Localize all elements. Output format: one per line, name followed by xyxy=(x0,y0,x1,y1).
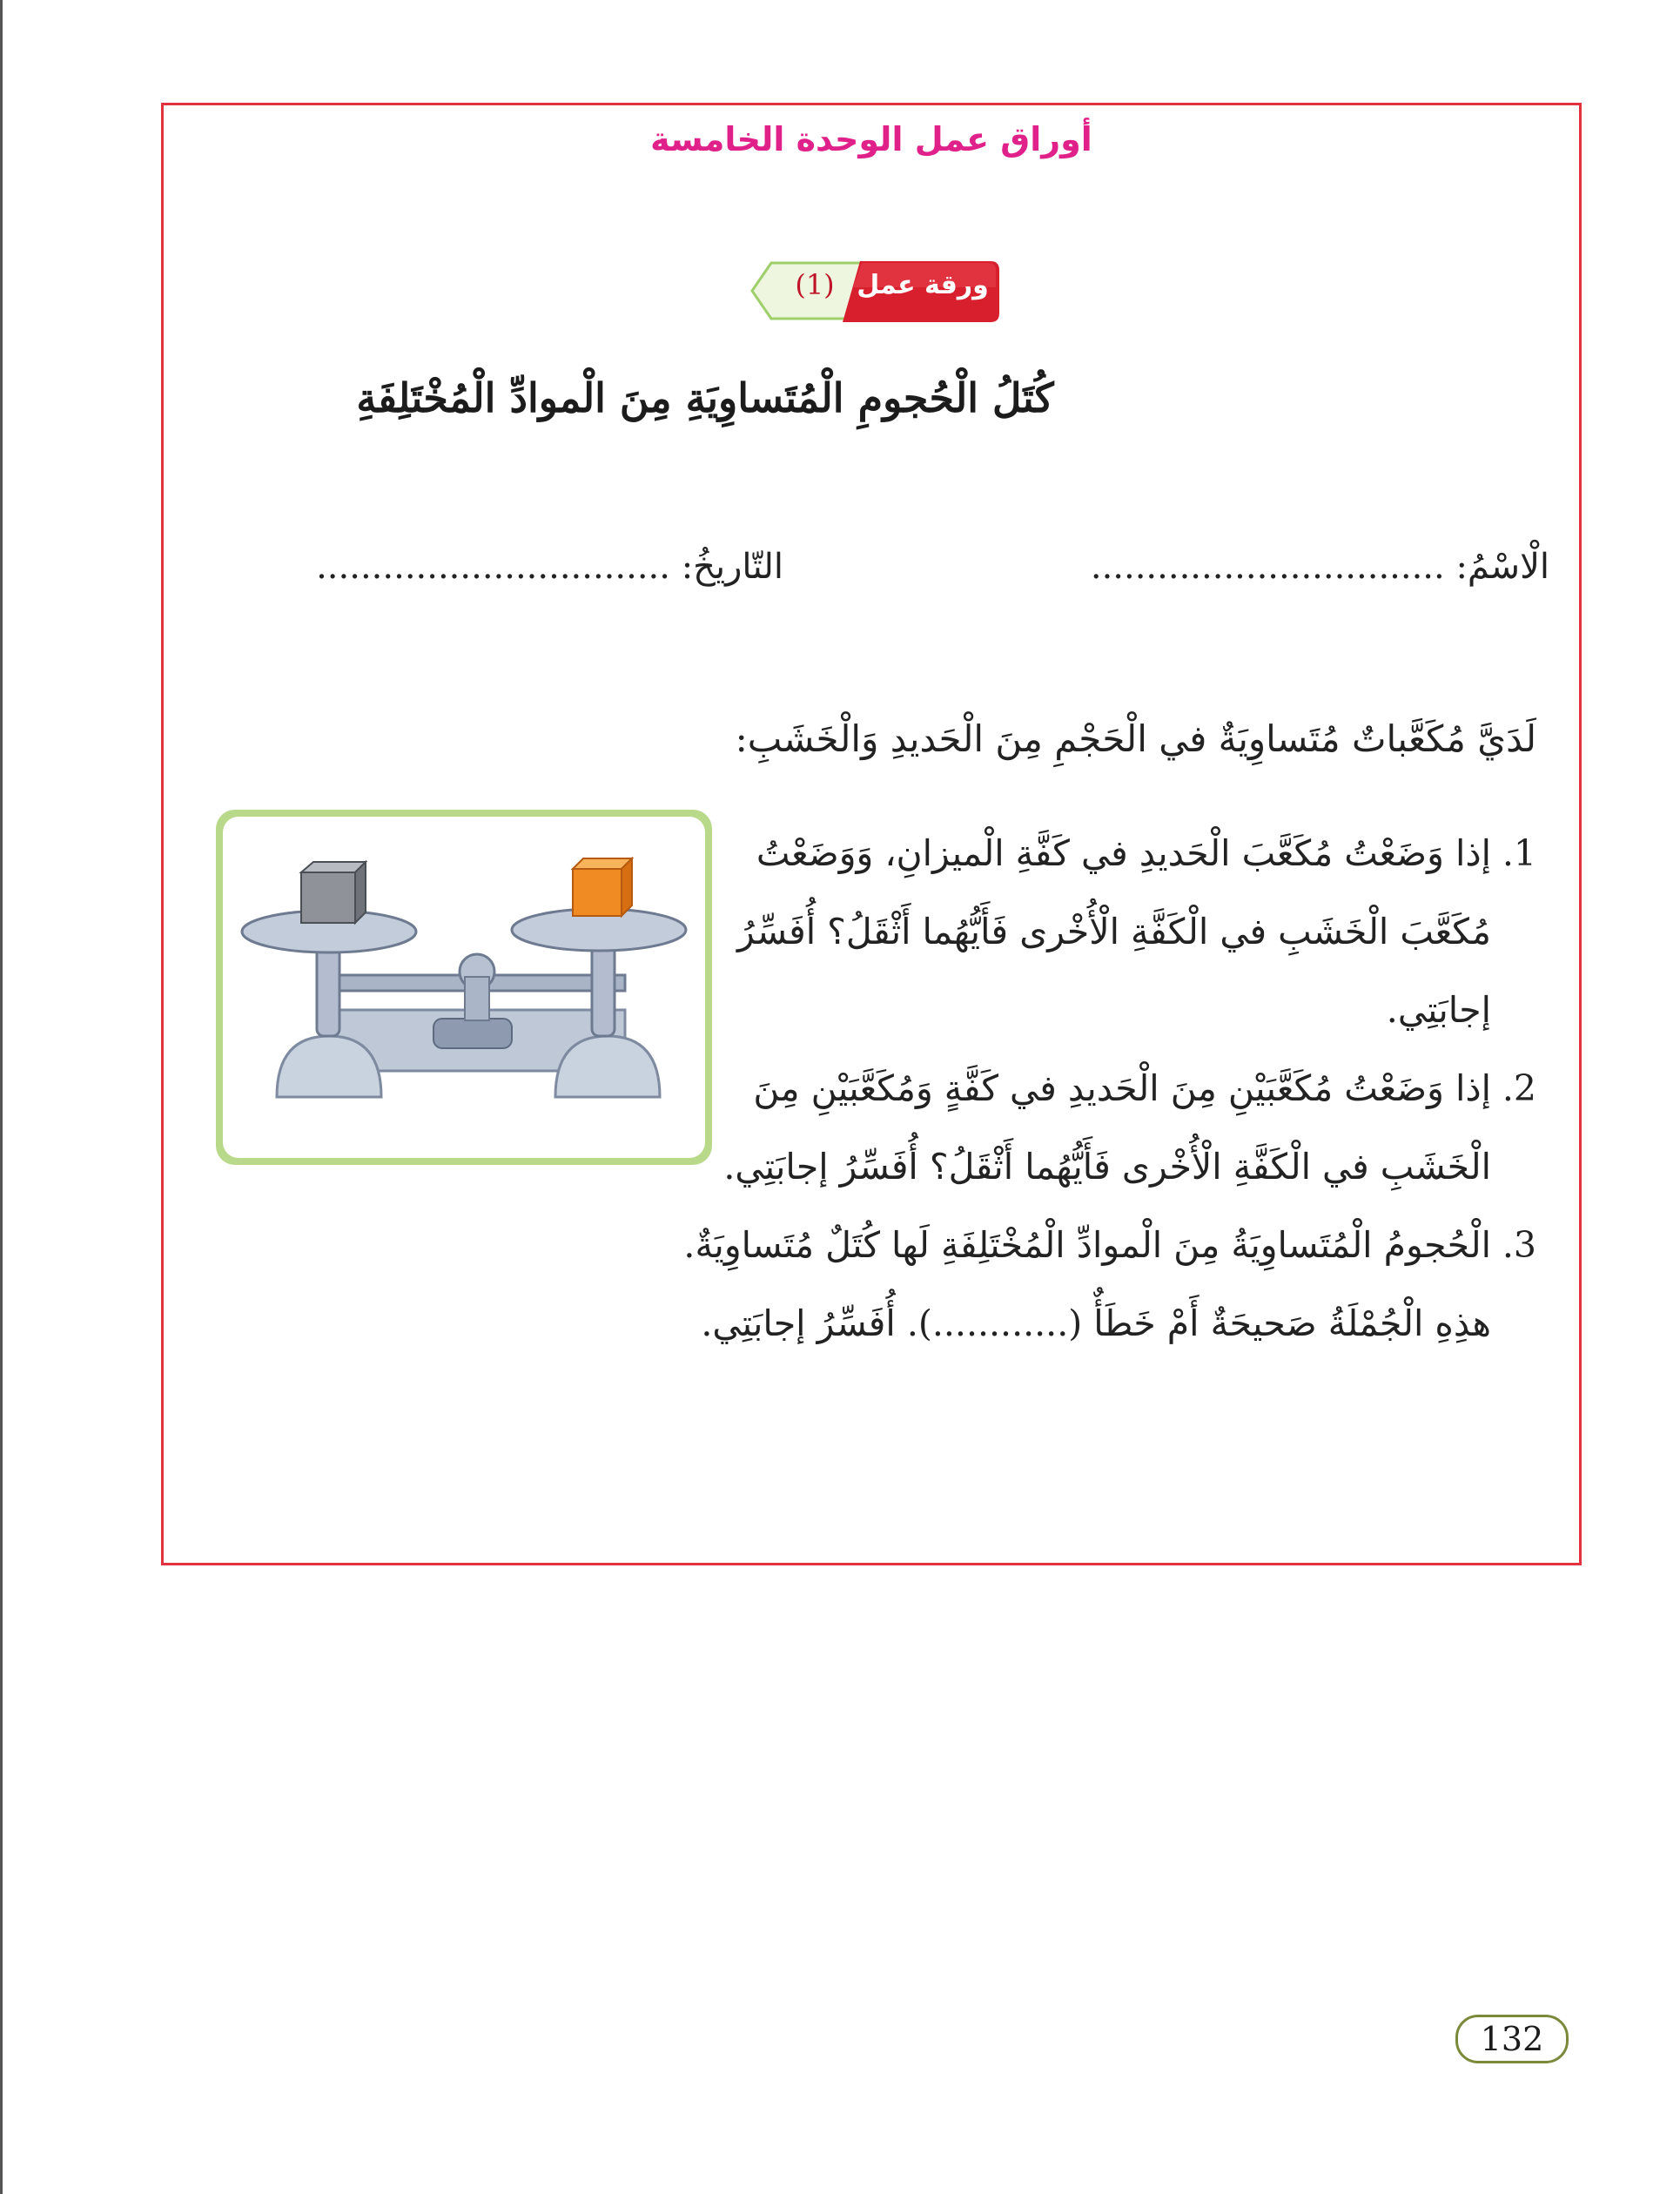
question-2 xyxy=(657,1049,1536,1206)
date-label: التّاريخُ: xyxy=(681,547,783,587)
badge-number: (1) xyxy=(795,268,835,301)
worksheet-title: كُتَلُ الْحُجومِ الْمُتَساوِيَةِ مِنَ الْموادِّ الْمُخْتَلِفَةِ xyxy=(356,374,1054,421)
name-field[interactable] xyxy=(1091,547,1549,587)
question-text: إذا وَضَعْتُ مُكَعَّبَيْنِ مِنَ الْحَديدِ في كَفَّةٍ وَمُكَعَّبَيْنِ مِنَ الْخَشَبِ في الْكَفَّةِ الْأُخْرى فَأَيُّهُما أَثْقَلُ؟ أُفَسِّرُ إجابَتِي. xyxy=(723,1067,1491,1188)
worksheet-badge xyxy=(747,258,999,324)
question-text: الْحُجومُ الْمُتَساوِيَةُ مِنَ الْموادِّ الْمُخْتَلِفَةِ لَها كُتَلٌ مُتَساوِيَةٌ. xyxy=(683,1224,1491,1266)
name-blank[interactable]: ................................ xyxy=(1090,547,1445,587)
question-number: 3. xyxy=(1502,1224,1536,1266)
question-text: إذا وَضَعْتُ مُكَعَّبَ الْحَديدِ في كَفَّةِ الْميزانِ، وَوَضَعْتُ مُكَعَّبَ الْخَشَبِ في الْكَفَّةِ الْأُخْرى فَأَيُّهُما أَثْقَلُ؟ أُفَسِّرُ إجابَتِي. xyxy=(736,832,1491,1031)
page-number: 132 xyxy=(1455,2015,1569,2063)
balance-scale-icon xyxy=(216,810,712,1165)
unit-title: أوراق عمل الوحدة الخامسة xyxy=(650,120,1092,158)
badge-label: ورقة عمل xyxy=(857,270,989,300)
question-1 xyxy=(657,814,1536,1049)
balance-scale-image xyxy=(216,810,712,1165)
intro-text: لَدَيَّ مُكَعَّباتٌ مُتَساوِيَةٌ في الْحَجْمِ مِنَ الْحَديدِ وَالْخَشَبِ: xyxy=(735,717,1536,760)
question-number: 1. xyxy=(1502,832,1536,874)
page-edge-line xyxy=(0,0,3,2194)
question-3-followup: هذِهِ الْجُمْلَةُ صَحيحَةٌ أَمْ خَطَأٌ (............). أُفَسِّرُ إجابَتِي. xyxy=(701,1302,1491,1344)
date-blank[interactable]: ................................ xyxy=(316,547,670,587)
date-field[interactable] xyxy=(316,547,783,587)
questions-list xyxy=(657,814,1536,1363)
question-number: 2. xyxy=(1502,1067,1536,1109)
name-label: الْاسْمُ: xyxy=(1455,547,1549,587)
question-3 xyxy=(657,1206,1536,1284)
